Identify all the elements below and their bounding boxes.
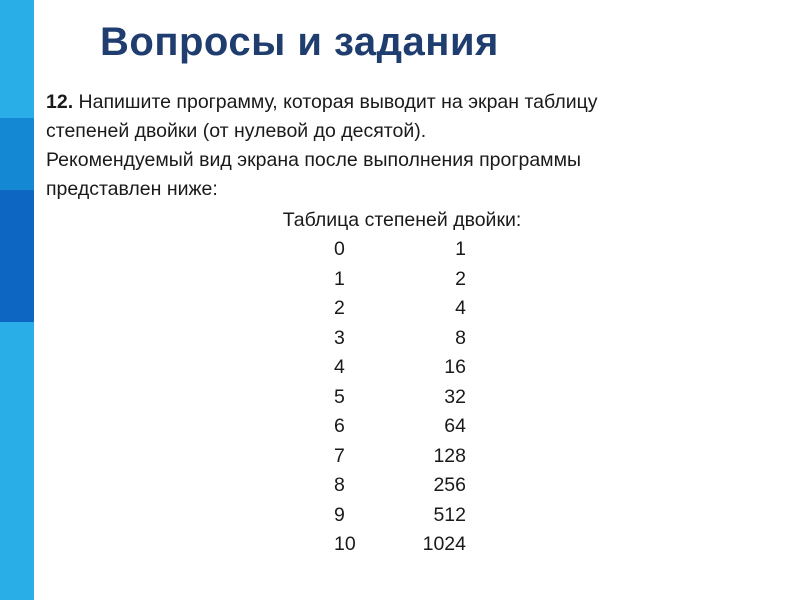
- value-cell: 2: [455, 267, 466, 290]
- value-cell: 16: [444, 356, 466, 378]
- table-row: [334, 442, 466, 472]
- exponent-cell: 9: [334, 503, 345, 526]
- powers-table-title: [0, 206, 800, 235]
- exponent-cell: 3: [334, 326, 345, 349]
- powers-table: [334, 235, 466, 560]
- side-bar-segment-top: [0, 0, 34, 118]
- value-cell: 4: [455, 297, 466, 319]
- value-cell: 128: [433, 444, 466, 467]
- value-cell: 1024: [422, 533, 466, 555]
- exponent-cell: 10: [334, 533, 356, 555]
- table-row: [334, 353, 466, 383]
- table-row: [334, 294, 466, 324]
- exponent-cell: 2: [334, 297, 345, 319]
- value-cell: 8: [455, 326, 466, 349]
- table-row: [334, 412, 466, 442]
- powers-table-title-text: Таблица степеней двойки:: [282, 209, 522, 231]
- table-row: [334, 235, 466, 265]
- task-line: степеней двойки (от нулевой до десятой).: [46, 120, 427, 142]
- value-cell: 64: [444, 415, 466, 437]
- value-cell: 1: [455, 238, 466, 260]
- value-cell: 256: [433, 474, 466, 496]
- exponent-cell: 6: [334, 415, 345, 437]
- task-number: 12.: [46, 91, 74, 113]
- table-row: [334, 265, 466, 295]
- table-row: [334, 324, 466, 354]
- slide-title: Вопросы и задания: [100, 20, 499, 64]
- table-row: [334, 471, 466, 501]
- exponent-cell: 1: [334, 267, 345, 290]
- value-cell: 512: [433, 503, 466, 526]
- exponent-cell: 0: [334, 238, 345, 260]
- task-line-text: Напишите программу, которая выводит на экран таблицу: [73, 91, 598, 113]
- exponent-cell: 5: [334, 385, 345, 408]
- table-row: [334, 383, 466, 413]
- value-cell: 32: [444, 385, 466, 408]
- side-bar-segment-middle: [0, 118, 34, 190]
- table-row: [334, 530, 466, 560]
- task-text: [46, 88, 766, 204]
- side-bar-segment-bottom: [0, 322, 34, 600]
- exponent-cell: 8: [334, 474, 345, 496]
- exponent-cell: 4: [334, 356, 345, 378]
- exponent-cell: 7: [334, 444, 345, 467]
- task-line: [46, 88, 766, 117]
- task-line: представлен ниже:: [46, 178, 218, 200]
- table-row: [334, 501, 466, 531]
- task-line: Рекомендуемый вид экрана после выполнения программы: [46, 149, 582, 171]
